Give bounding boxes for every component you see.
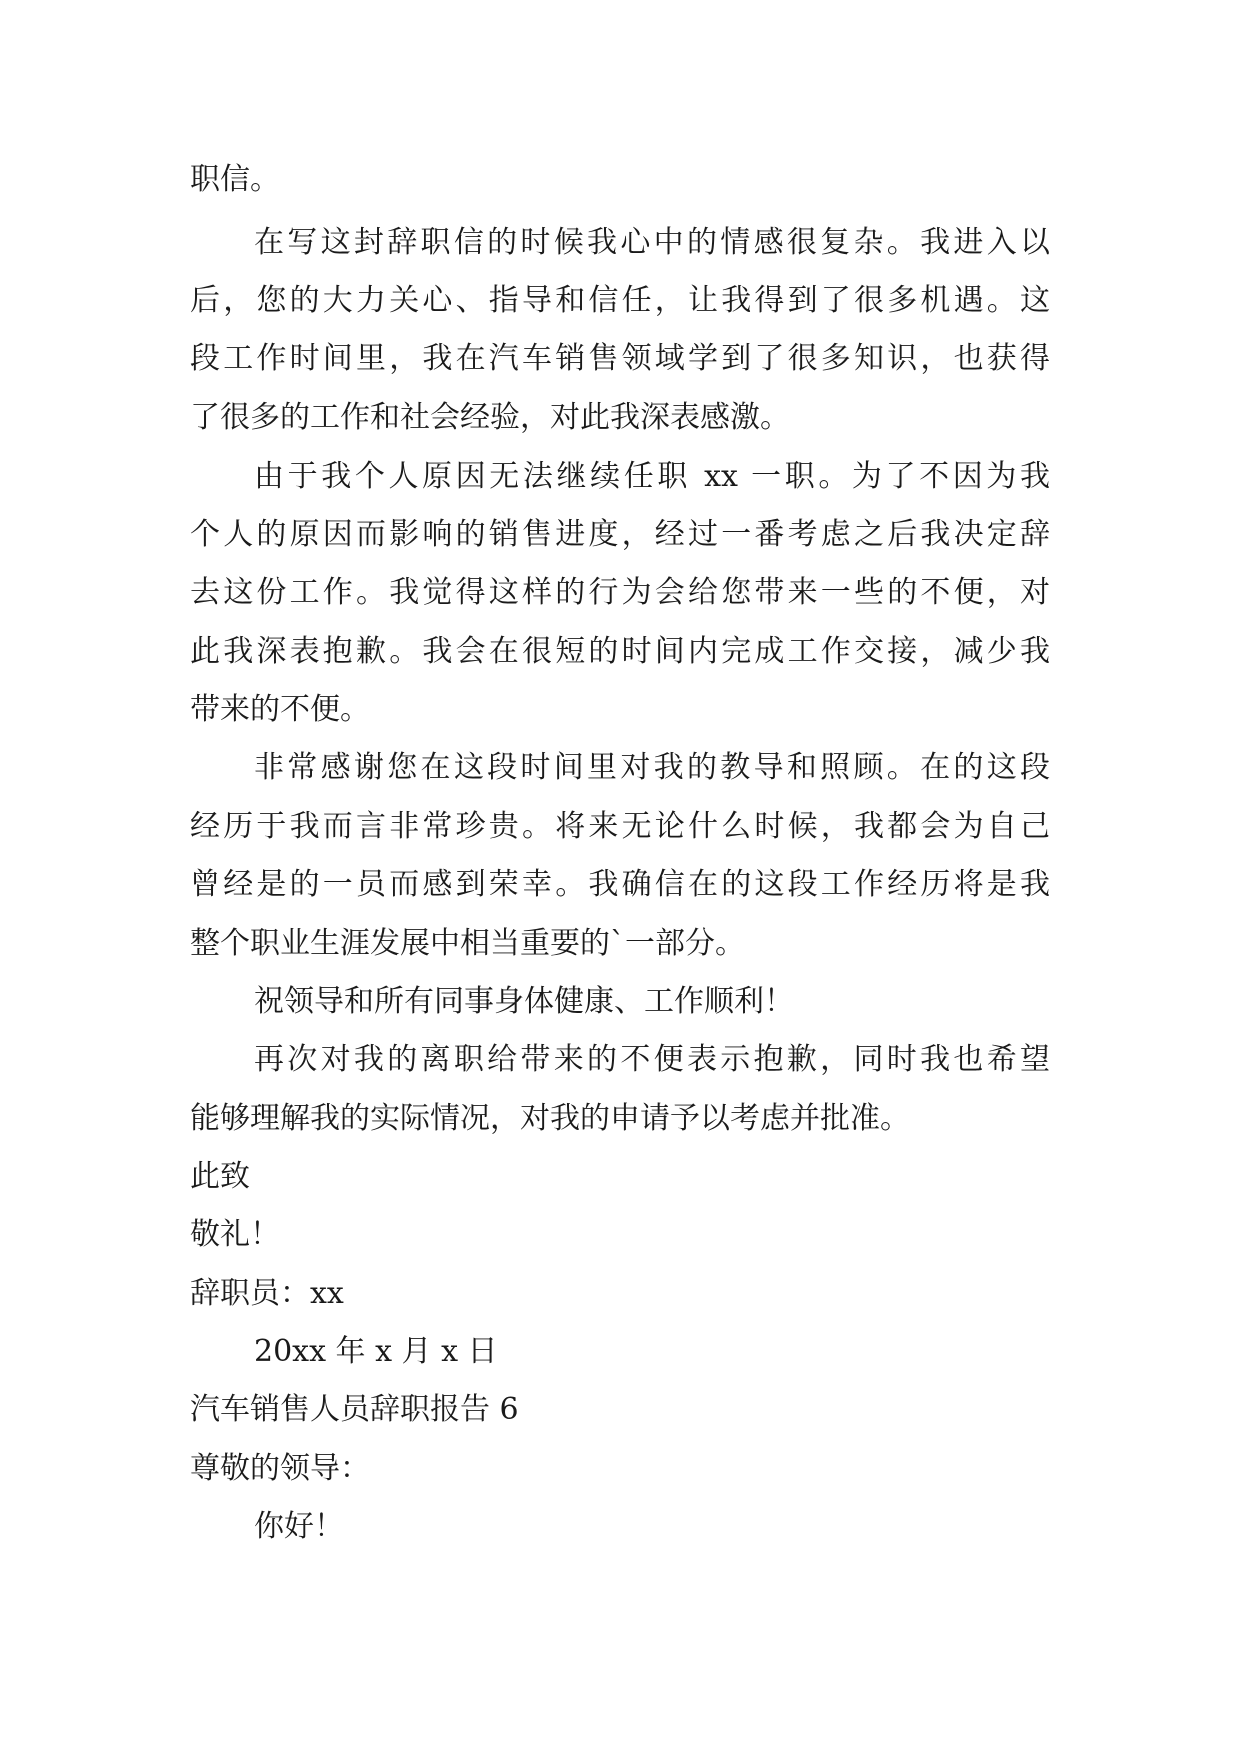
text-line: 此致: [190, 1159, 250, 1194]
text-line: 职信。: [190, 162, 280, 197]
text-line: 后，您的大力关心、指导和信任，让我得到了很多机遇。这: [190, 283, 1050, 318]
text-line: 个人的原因而影响的销售进度，经过一番考虑之后我决定辞: [190, 517, 1050, 552]
text-line: 能够理解我的实际情况，对我的申请予以考虑并批准。: [190, 1101, 910, 1136]
text-line: 祝领导和所有同事身体健康、工作顺利！: [254, 984, 794, 1019]
text-line: 段工作时间里，我在汽车销售领域学到了很多知识，也获得: [190, 341, 1050, 376]
text-line: 非常感谢您在这段时间里对我的教导和照顾。在的这段: [254, 750, 1050, 785]
text-line: 尊敬的领导：: [190, 1451, 370, 1486]
text-line: 敬礼！: [190, 1217, 280, 1252]
text-line: 由于我个人原因无法继续任职 xx 一职。为了不因为我: [254, 459, 1050, 494]
text-line: 经历于我而言非常珍贵。将来无论什么时候，我都会为自己: [190, 809, 1050, 844]
text-line: 辞职员：xx: [190, 1276, 344, 1311]
text-line: 整个职业生涯发展中相当重要的`一部分。: [190, 926, 745, 961]
text-line: 了很多的工作和社会经验，对此我深表感激。: [190, 400, 790, 435]
text-line: 再次对我的离职给带来的不便表示抱歉，同时我也希望: [254, 1042, 1050, 1077]
text-line: 带来的不便。: [190, 692, 370, 727]
text-line: 此我深表抱歉。我会在很短的时间内完成工作交接，减少我: [190, 634, 1050, 669]
text-line: 曾经是的一员而感到荣幸。我确信在的这段工作经历将是我: [190, 867, 1050, 902]
text-line: 去这份工作。我觉得这样的行为会给您带来一些的不便，对: [190, 575, 1050, 610]
text-line: 你好！: [254, 1509, 344, 1544]
text-line: 20xx 年 x 月 x 日: [254, 1334, 498, 1369]
text-line: 汽车销售人员辞职报告 6: [190, 1392, 519, 1427]
text-line: 在写这封辞职信的时候我心中的情感很复杂。我进入以: [254, 225, 1050, 260]
